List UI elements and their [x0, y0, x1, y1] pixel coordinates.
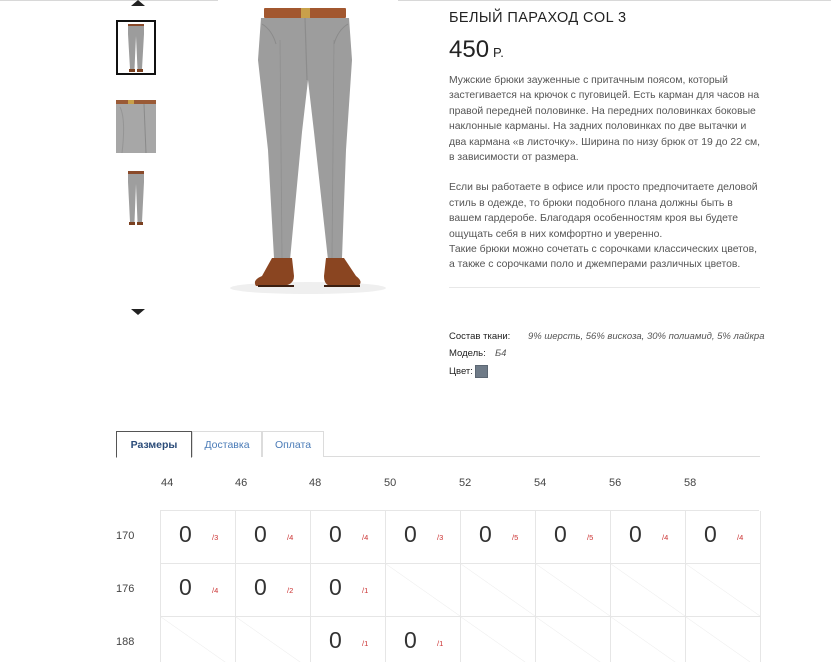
thumbnail-2[interactable]: [116, 95, 156, 153]
size-column-header: 44: [161, 477, 174, 489]
product-description: [449, 73, 761, 273]
size-cell-unavailable: [386, 564, 461, 617]
size-column-header: 54: [534, 477, 547, 489]
product-title: БЕЛЫЙ ПАРАХОД COL 3: [449, 10, 627, 26]
selected-quantity: 0: [179, 521, 192, 547]
model-value: Б4: [495, 348, 507, 359]
size-cell-unavailable: [161, 617, 236, 662]
description-paragraph-3: Такие брюки можно сочетать с сорочками классических цветов, а также с сорочками поло и джемперами различных цветов.: [449, 244, 757, 271]
tab-delivery[interactable]: Доставка: [192, 431, 262, 457]
size-cell[interactable]: [161, 511, 236, 564]
price-currency: Р.: [493, 45, 505, 60]
size-cell[interactable]: [236, 511, 311, 564]
stock-count: /4: [737, 533, 744, 542]
size-cell-unavailable: [236, 617, 311, 662]
stock-count: /1: [437, 639, 444, 648]
size-cell[interactable]: [386, 511, 461, 564]
thumbnail-1[interactable]: [116, 20, 156, 75]
tab-payment[interactable]: Оплата: [262, 431, 324, 457]
tab-sizes[interactable]: Размеры: [116, 431, 192, 458]
trousers-thumb-image: [118, 22, 154, 73]
size-cell[interactable]: [311, 511, 386, 564]
description-paragraph-2: Если вы работаете в офисе или просто предпочитаете деловой стиль в одежде, то брюки подобного плана должны быть в вашем гардеробе. Благодаря особенностям кроя вы будете ощущать себя в них комфортно и уверенно.: [449, 182, 758, 240]
selected-quantity: 0: [479, 521, 492, 547]
selected-quantity: 0: [179, 574, 192, 600]
stock-count: /3: [437, 533, 444, 542]
color-swatch[interactable]: [475, 365, 488, 378]
selected-quantity: 0: [329, 627, 342, 653]
chevron-up-icon[interactable]: [131, 0, 145, 6]
size-cell[interactable]: [536, 511, 611, 564]
stock-count: /2: [287, 586, 294, 595]
product-price: [449, 36, 505, 64]
size-cell[interactable]: [311, 617, 386, 662]
size-cell-unavailable: [461, 617, 536, 662]
stock-count: /5: [512, 533, 519, 542]
size-cell[interactable]: [161, 564, 236, 617]
fabric-value: 9% шерсть, 56% вискоза, 30% полиамид, 5% лайкра: [528, 331, 765, 342]
color-label: Цвет:: [449, 366, 473, 377]
size-column-header: 48: [309, 477, 322, 489]
trousers-closeup-image: [116, 95, 156, 153]
size-grid: [160, 510, 759, 662]
selected-quantity: 0: [329, 521, 342, 547]
selected-quantity: 0: [554, 521, 567, 547]
fabric-label: Состав ткани:: [449, 331, 511, 342]
size-column-header: 56: [609, 477, 622, 489]
size-cell[interactable]: [311, 564, 386, 617]
height-row-header: 188: [116, 636, 135, 648]
stock-count: /4: [662, 533, 669, 542]
thumbnail-3[interactable]: [116, 170, 156, 228]
stock-count: /4: [362, 533, 369, 542]
stock-count: /3: [212, 533, 219, 542]
selected-quantity: 0: [404, 521, 417, 547]
size-column-header: 52: [459, 477, 472, 489]
description-divider: [449, 287, 760, 288]
stock-count: /4: [287, 533, 294, 542]
selected-quantity: 0: [329, 574, 342, 600]
top-border: [0, 0, 831, 1]
selected-quantity: 0: [704, 521, 717, 547]
model-label: Модель:: [449, 348, 486, 359]
height-row-header: 170: [116, 530, 135, 542]
trousers-small-image: [116, 170, 156, 228]
selected-quantity: 0: [404, 627, 417, 653]
size-cell-unavailable: [686, 564, 761, 617]
price-amount: 450: [449, 36, 490, 63]
stock-count: /5: [587, 533, 594, 542]
main-product-photo: [218, 0, 398, 296]
height-row-header: 176: [116, 583, 135, 595]
fabric-attribute: [449, 331, 765, 342]
size-column-header: 46: [235, 477, 248, 489]
chevron-down-icon[interactable]: [131, 309, 145, 315]
size-cell-unavailable: [461, 564, 536, 617]
size-cell[interactable]: [386, 617, 461, 662]
selected-quantity: 0: [629, 521, 642, 547]
model-attribute: [449, 348, 507, 359]
size-column-header: 50: [384, 477, 397, 489]
stock-count: /4: [212, 586, 219, 595]
size-cell[interactable]: [461, 511, 536, 564]
size-cell-unavailable: [536, 564, 611, 617]
size-cell-unavailable: [686, 617, 761, 662]
selected-quantity: 0: [254, 521, 267, 547]
size-cell-unavailable: [611, 617, 686, 662]
size-cell[interactable]: [686, 511, 761, 564]
color-attribute: [449, 366, 473, 377]
stock-count: /1: [362, 586, 369, 595]
size-cell[interactable]: [236, 564, 311, 617]
description-paragraph-1: Мужские брюки зауженные с притачным поясом, который застегивается на крючок с пуговицей. Есть карман для часов на правой передней половинке. На передних половинках боковые наклонные карманы. На задних половинках по две вытачки и два кармана «в листочку». Ширина по низу брюк от 19 до 22 см, в зависимости от размера.: [449, 75, 761, 164]
selected-quantity: 0: [254, 574, 267, 600]
info-tabs: [116, 431, 760, 457]
size-column-header: 58: [684, 477, 697, 489]
stock-count: /1: [362, 639, 369, 648]
size-cell-unavailable: [611, 564, 686, 617]
size-cell-unavailable: [536, 617, 611, 662]
size-cell[interactable]: [611, 511, 686, 564]
